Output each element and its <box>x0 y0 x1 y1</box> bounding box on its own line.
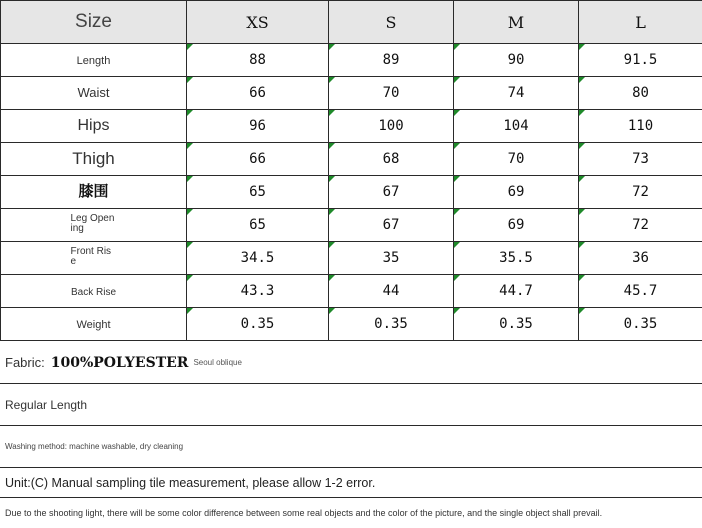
cell-value: 88 <box>249 52 266 68</box>
table-row-hips <box>1 110 702 143</box>
table-cell <box>579 275 702 308</box>
cell-value: 0.35 <box>374 316 408 332</box>
cell-value: 35 <box>382 250 400 266</box>
table-cell <box>187 110 329 143</box>
corner-marker <box>329 77 335 83</box>
cell-value: 43.3 <box>240 283 275 299</box>
table-cell <box>579 209 702 242</box>
cell-value: 104 <box>503 118 529 134</box>
cell-value: 0.35 <box>240 316 275 332</box>
corner-marker <box>187 275 193 281</box>
corner-marker <box>329 44 335 50</box>
cell-value: 80 <box>632 85 649 101</box>
size-header-s: S <box>329 1 454 44</box>
table-cell <box>329 110 454 143</box>
fabric-extra: Seoul oblique <box>193 358 242 367</box>
cell-value: 72 <box>632 217 649 233</box>
table-row-thigh <box>1 143 702 176</box>
table-row-knee <box>1 176 702 209</box>
corner-marker <box>579 176 585 182</box>
cell-value: 73 <box>632 151 649 167</box>
row-label-text: Weight <box>76 318 111 331</box>
corner-marker <box>329 143 335 149</box>
table-row-back-rise <box>1 275 702 308</box>
cell-value: 67 <box>382 217 400 233</box>
corner-marker <box>329 242 335 248</box>
cell-value: 36 <box>632 250 649 266</box>
table-cell <box>454 143 579 176</box>
table-cell <box>187 44 329 77</box>
corner-marker <box>454 209 460 215</box>
corner-marker <box>187 308 193 314</box>
size-header-m: M <box>454 1 579 44</box>
cell-value: 89 <box>382 52 400 68</box>
table-cell <box>454 242 579 275</box>
corner-marker <box>454 143 460 149</box>
table-cell <box>329 275 454 308</box>
table-cell <box>454 308 579 341</box>
corner-marker <box>329 176 335 182</box>
table-cell <box>454 44 579 77</box>
row-label <box>1 143 187 176</box>
table-cell <box>454 110 579 143</box>
table-cell <box>579 110 702 143</box>
table-cell <box>579 308 702 341</box>
cell-value: 72 <box>632 184 649 200</box>
washing-note: Washing method: machine washable, dry cleaning <box>5 442 184 451</box>
row-label-text: Length <box>76 54 111 67</box>
cell-value: 90 <box>507 52 525 68</box>
cell-value: 65 <box>249 184 266 200</box>
cell-value: 65 <box>249 217 266 233</box>
cell-value: 0.35 <box>499 316 533 332</box>
table-cell <box>329 176 454 209</box>
cell-value: 110 <box>627 118 654 134</box>
cell-value: 45.7 <box>623 283 658 299</box>
table-cell <box>187 143 329 176</box>
table-cell <box>187 308 329 341</box>
length-note: Regular Length <box>5 397 88 412</box>
table-cell <box>579 77 702 110</box>
corner-marker <box>454 308 460 314</box>
corner-marker <box>579 275 585 281</box>
disclaimer-line <box>0 498 702 528</box>
table-cell <box>579 44 702 77</box>
row-label <box>1 308 187 341</box>
corner-marker <box>454 176 460 182</box>
corner-marker <box>329 209 335 215</box>
corner-marker <box>579 143 585 149</box>
table-cell <box>329 209 454 242</box>
corner-marker <box>579 77 585 83</box>
row-label <box>1 77 187 110</box>
disclaimer-note: Due to the shooting light, there will be some color difference between some real objects and the color of the picture, and the single object shall prevail. <box>5 507 603 518</box>
cell-value: 69 <box>507 184 525 200</box>
table-cell <box>329 143 454 176</box>
row-label-text: Front Rise <box>70 245 112 268</box>
fabric-line <box>0 342 702 384</box>
corner-marker <box>187 110 193 116</box>
size-header-row <box>1 1 702 44</box>
table-cell <box>329 44 454 77</box>
table-cell <box>187 275 329 308</box>
corner-marker <box>579 242 585 248</box>
table-cell <box>187 242 329 275</box>
row-label <box>1 110 187 143</box>
product-notes <box>0 342 702 528</box>
corner-marker <box>187 77 193 83</box>
cell-value: 0.35 <box>623 316 658 332</box>
corner-marker <box>329 110 335 116</box>
corner-marker <box>579 110 585 116</box>
table-row-weight <box>1 308 702 341</box>
table-cell <box>454 176 579 209</box>
fabric-value: 100%POLYESTER <box>50 354 189 371</box>
table-cell <box>454 209 579 242</box>
corner-marker <box>454 242 460 248</box>
row-label-text: Waist <box>77 84 110 100</box>
unit-note: Unit:(C) Manual sampling tile measurement, please allow 1-2 error. <box>5 475 376 490</box>
cell-value: 44.7 <box>499 283 533 299</box>
corner-marker <box>329 308 335 314</box>
row-label <box>1 275 187 308</box>
fabric-label: Fabric: <box>5 355 45 370</box>
cell-value: 35.5 <box>499 250 533 266</box>
table-cell <box>454 77 579 110</box>
row-label-text: Back Rise <box>70 286 116 298</box>
table-cell <box>579 176 702 209</box>
row-label <box>1 44 187 77</box>
cell-value: 66 <box>249 151 266 167</box>
table-row-length <box>1 44 702 77</box>
table-row-front-rise <box>1 242 702 275</box>
table-row-waist <box>1 77 702 110</box>
corner-marker <box>579 308 585 314</box>
cell-value: 68 <box>382 151 400 167</box>
table-row-leg-opening <box>1 209 702 242</box>
row-label-text: Thigh <box>72 148 115 168</box>
table-cell <box>329 242 454 275</box>
cell-value: 70 <box>507 151 525 167</box>
washing-line <box>0 426 702 468</box>
cell-value: 96 <box>249 118 266 134</box>
corner-marker <box>454 110 460 116</box>
size-header-label: Size <box>1 1 187 44</box>
size-header-xs: XS <box>187 1 329 44</box>
cell-value: 100 <box>378 118 404 134</box>
size-header-l: L <box>579 1 702 44</box>
corner-marker <box>187 44 193 50</box>
table-cell <box>579 242 702 275</box>
corner-marker <box>454 44 460 50</box>
unit-line <box>0 468 702 498</box>
corner-marker <box>187 176 193 182</box>
row-label-text: 膝围 <box>78 181 109 200</box>
cell-value: 34.5 <box>240 250 275 266</box>
row-label-text: Hips <box>77 116 110 134</box>
row-label <box>1 242 187 275</box>
corner-marker <box>329 275 335 281</box>
cell-value: 66 <box>249 85 266 101</box>
table-cell <box>579 143 702 176</box>
table-cell <box>329 308 454 341</box>
cell-value: 67 <box>382 184 400 200</box>
table-cell <box>187 209 329 242</box>
corner-marker <box>187 209 193 215</box>
cell-value: 44 <box>382 283 400 299</box>
corner-marker <box>579 209 585 215</box>
cell-value: 69 <box>507 217 525 233</box>
row-label <box>1 209 187 242</box>
corner-marker <box>187 242 193 248</box>
cell-value: 91.5 <box>623 52 658 68</box>
corner-marker <box>454 77 460 83</box>
corner-marker <box>454 275 460 281</box>
row-label <box>1 176 187 209</box>
table-cell <box>329 77 454 110</box>
length-line <box>0 384 702 426</box>
table-cell <box>187 176 329 209</box>
corner-marker <box>579 44 585 50</box>
table-cell <box>187 77 329 110</box>
cell-value: 70 <box>382 85 400 101</box>
cell-value: 74 <box>507 85 525 101</box>
corner-marker <box>187 143 193 149</box>
row-label-text: Leg Opening <box>70 212 115 235</box>
table-cell <box>454 275 579 308</box>
